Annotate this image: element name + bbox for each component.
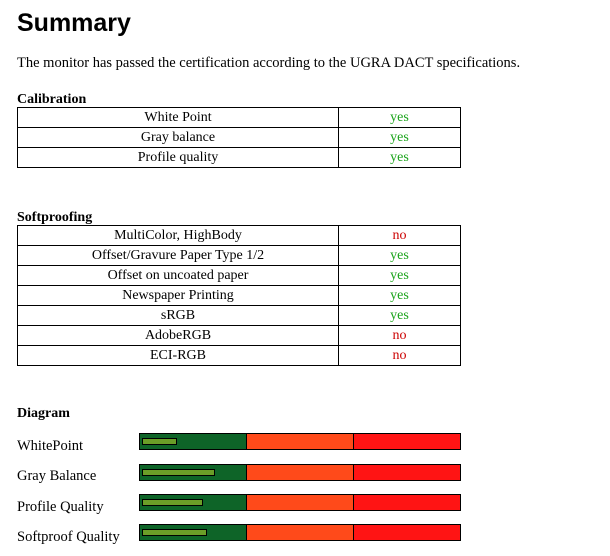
table-row bbox=[18, 226, 461, 246]
diagram-label-whitepoint: WhitePoint bbox=[17, 438, 84, 454]
bad-zone bbox=[354, 434, 460, 449]
calibration-table bbox=[17, 107, 461, 168]
diagram-label-softproof-quality: Softproof Quality bbox=[17, 529, 120, 545]
softproofing-heading: Softproofing bbox=[17, 210, 93, 225]
bad-zone bbox=[354, 465, 460, 480]
row-label: ECI-RGB bbox=[18, 346, 339, 366]
status-value: no bbox=[339, 346, 461, 366]
warn-zone bbox=[247, 525, 354, 540]
level-indicator bbox=[142, 438, 177, 445]
calibration-heading: Calibration bbox=[17, 92, 87, 107]
quality-bar-gray-balance bbox=[139, 464, 461, 481]
table-row bbox=[18, 266, 461, 286]
level-indicator bbox=[142, 499, 203, 506]
status-value: yes bbox=[339, 266, 461, 286]
diagram-heading: Diagram bbox=[17, 406, 70, 421]
quality-bar-whitepoint bbox=[139, 433, 461, 450]
good-zone bbox=[140, 525, 247, 540]
table-row bbox=[18, 346, 461, 366]
diagram-label-profile-quality: Profile Quality bbox=[17, 499, 104, 515]
row-label: MultiColor, HighBody bbox=[18, 226, 339, 246]
level-indicator bbox=[142, 529, 207, 536]
table-row bbox=[18, 148, 461, 168]
status-value: yes bbox=[339, 128, 461, 148]
row-label: Gray balance bbox=[18, 128, 339, 148]
status-value: no bbox=[339, 326, 461, 346]
row-label: Offset on uncoated paper bbox=[18, 266, 339, 286]
row-label: Offset/Gravure Paper Type 1/2 bbox=[18, 246, 339, 266]
status-value: yes bbox=[339, 148, 461, 168]
warn-zone bbox=[247, 495, 354, 510]
quality-bar-softproof-quality bbox=[139, 524, 461, 541]
table-row bbox=[18, 108, 461, 128]
row-label: AdobeRGB bbox=[18, 326, 339, 346]
status-value: yes bbox=[339, 246, 461, 266]
diagram-label-gray-balance: Gray Balance bbox=[17, 468, 97, 484]
status-value: yes bbox=[339, 286, 461, 306]
row-label: Profile quality bbox=[18, 148, 339, 168]
good-zone bbox=[140, 434, 247, 449]
softproofing-table bbox=[17, 225, 461, 366]
bad-zone bbox=[354, 525, 460, 540]
table-row bbox=[18, 128, 461, 148]
certification-statement: The monitor has passed the certification according to the UGRA DACT specifications. bbox=[17, 55, 521, 71]
good-zone bbox=[140, 495, 247, 510]
bad-zone bbox=[354, 495, 460, 510]
warn-zone bbox=[247, 465, 354, 480]
good-zone bbox=[140, 465, 247, 480]
table-row bbox=[18, 326, 461, 346]
page-title: Summary bbox=[17, 9, 131, 37]
level-indicator bbox=[142, 469, 215, 476]
table-row bbox=[18, 306, 461, 326]
table-row bbox=[18, 286, 461, 306]
table-row bbox=[18, 246, 461, 266]
row-label: sRGB bbox=[18, 306, 339, 326]
status-value: no bbox=[339, 226, 461, 246]
warn-zone bbox=[247, 434, 354, 449]
quality-bar-profile-quality bbox=[139, 494, 461, 511]
row-label: White Point bbox=[18, 108, 339, 128]
status-value: yes bbox=[339, 108, 461, 128]
status-value: yes bbox=[339, 306, 461, 326]
row-label: Newspaper Printing bbox=[18, 286, 339, 306]
